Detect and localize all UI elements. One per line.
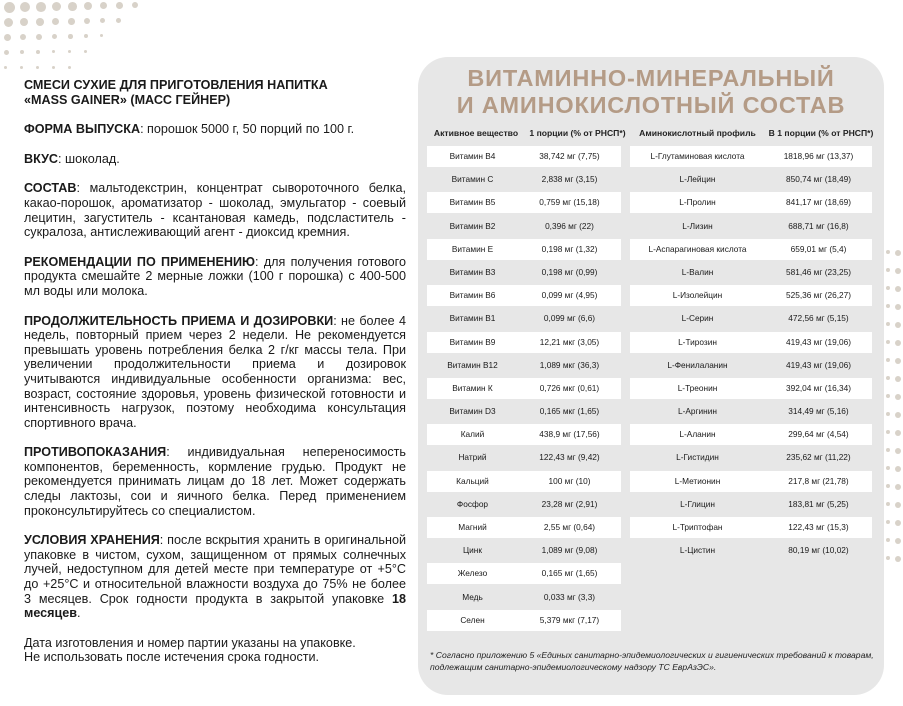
decorative-dot	[886, 502, 890, 506]
decorative-dot	[100, 2, 107, 9]
decorative-dot	[36, 34, 42, 40]
amino-amount: 1818,96 мг (13,37)	[783, 151, 854, 161]
vitamin-name: Витамин В4	[449, 151, 496, 161]
amino-amount: 581,46 мг (23,25)	[785, 266, 851, 277]
decorative-dot	[886, 412, 890, 416]
decorative-dot	[68, 50, 71, 53]
table-row	[427, 587, 872, 610]
vitamin-name: Витамин Е	[451, 243, 494, 254]
decorative-dot	[4, 18, 13, 27]
amino-name: L-Глицин	[680, 498, 715, 509]
table-row	[427, 262, 872, 285]
product-description	[24, 78, 406, 665]
decorative-dot	[895, 502, 901, 508]
decorative-dot	[886, 376, 890, 380]
decorative-dot	[4, 66, 7, 69]
decorative-dot	[895, 376, 901, 382]
amino-amount: 419,43 мг (19,06)	[785, 359, 851, 370]
decorative-dot	[895, 340, 901, 346]
decorative-dot	[895, 448, 901, 454]
vitamin-amount: 0,759 мг (15,18)	[539, 197, 600, 208]
table-row	[427, 447, 872, 470]
decorative-dot	[116, 18, 121, 23]
amino-amount: 392,04 мг (16,34)	[785, 382, 851, 393]
decorative-dot	[4, 34, 11, 41]
vitamin-amount: 0,396 мг (22)	[545, 220, 594, 231]
decorative-dot	[36, 2, 46, 12]
vitamin-name: Селен	[460, 614, 485, 625]
vitamin-amount: 0,033 мг (3,3)	[543, 591, 596, 602]
decorative-dot	[895, 322, 901, 328]
composition-panel	[418, 57, 884, 695]
decorative-dot	[116, 2, 123, 9]
decorative-dot	[895, 430, 901, 436]
decorative-dot	[886, 340, 890, 344]
decorative-dot	[68, 2, 77, 11]
contraindications-section: ПРОТИВОПОКАЗАНИЯ: индивидуальная непереносимость компонентов, беременность, кормление грудью. Продукт не рекомендуется принимать лицам до 18 лет. Может содержать следы лактозы, сои и яичного белка. Перед применением проконсультируйтесь со специалистом.	[24, 445, 406, 518]
amino-amount: 122,43 мг (15,3)	[788, 522, 849, 532]
vitamin-amount: 38,742 мг (7,75)	[539, 151, 600, 161]
vitamin-amount: 0,726 мкг (0,61)	[539, 382, 600, 393]
amino-name: L-Аланин	[679, 429, 716, 440]
amino-name: L-Пролин	[679, 197, 716, 208]
decorative-dot	[895, 250, 901, 256]
decorative-dot	[68, 34, 73, 39]
recommendations-section: РЕКОМЕНДАЦИИ ПО ПРИМЕНЕНИЮ: для получения готового продукта смешайте 2 мерные ложки (100 г порошка) с 400-500 мл воды или молока.	[24, 254, 406, 298]
table-row	[427, 239, 872, 262]
amino-name: L-Треонин	[677, 382, 718, 393]
table-row	[427, 169, 872, 192]
amino-amount: 235,62 мг (11,22)	[786, 452, 851, 463]
decorative-dot	[895, 268, 901, 274]
amino-name: L-Метионин	[674, 475, 721, 486]
decorative-dot	[886, 394, 890, 398]
decorative-dot	[895, 538, 901, 544]
decorative-dot	[68, 18, 75, 25]
header-portion: 1 порции (% от РНСП*)	[529, 128, 626, 138]
decorative-dot	[52, 2, 61, 11]
vitamin-name: Витамин В5	[449, 197, 496, 208]
footnote: * Согласно приложению 5 «Единых санитарно-эпидемиологических и гигиенических требований к товарам, подлежащим санитарно-эпидемиологическому надзору ТС ЕврАзЭС».	[430, 650, 874, 672]
amino-amount: 850,74 мг (18,49)	[785, 174, 851, 185]
vitamin-amount: 1,089 мг (9,08)	[541, 545, 598, 556]
vitamin-name: Натрий	[458, 452, 487, 463]
amino-amount: 217,8 мг (21,78)	[788, 475, 849, 486]
decorative-dot	[4, 2, 15, 13]
vitamin-name: Витамин D3	[449, 406, 496, 417]
decorative-dot	[84, 2, 92, 10]
vitamin-amount: 0,099 мг (6,6)	[543, 313, 596, 324]
decorative-dot	[886, 520, 890, 524]
decorative-dot	[886, 358, 890, 362]
decorative-dot	[36, 66, 39, 69]
vitamin-amount: 2,55 мг (0,64)	[543, 522, 596, 532]
amino-amount: 688,71 мг (16,8)	[788, 220, 849, 231]
decorative-dot	[886, 448, 890, 452]
vitamin-name: Витамин В2	[449, 220, 496, 231]
table-row	[427, 146, 872, 169]
amino-name: L-Глутаминовая кислота	[650, 151, 745, 161]
product-title: СМЕСИ СУХИЕ ДЛЯ ПРИГОТОВЛЕНИЯ НАПИТКА «MASS GAINER» (МАСС ГЕЙНЕР)	[24, 78, 328, 107]
vitamin-name: Кальций	[456, 475, 489, 486]
vitamin-name: Калий	[460, 429, 485, 440]
decorative-dot	[895, 304, 901, 310]
vitamin-amount: 5,379 мкг (7,17)	[539, 614, 600, 625]
decorative-dot	[84, 34, 88, 38]
vitamin-amount: 0,099 мг (4,95)	[541, 290, 598, 301]
table-row	[427, 517, 872, 540]
vitamin-amount: 0,198 мг (1,32)	[541, 243, 598, 254]
decorative-dot	[886, 304, 890, 308]
amino-amount: 80,19 мг (10,02)	[788, 545, 849, 556]
amino-name: L-Тирозин	[678, 336, 717, 347]
decorative-dot	[895, 556, 901, 562]
taste-section: ВКУС: шоколад.	[24, 151, 120, 166]
decorative-dot	[886, 322, 890, 326]
table-row	[427, 424, 872, 447]
decorative-dot	[52, 18, 59, 25]
decorative-dot	[20, 66, 23, 69]
decorative-dot	[100, 34, 103, 37]
vitamin-amount: 1,089 мкг (36,3)	[539, 359, 600, 370]
amino-name: L-Аргинин	[678, 406, 717, 417]
amino-name: L-Гистидин	[676, 452, 719, 463]
decorative-dot	[886, 556, 890, 560]
vitamin-name: Цинк	[463, 545, 482, 556]
header-active-substance: Активное вещество	[433, 128, 519, 138]
amino-amount: 299,64 мг (4,54)	[788, 429, 849, 440]
decorative-dot	[68, 66, 71, 69]
table-row	[427, 332, 872, 355]
vitamin-name: Витамин В3	[449, 266, 496, 277]
table-row	[427, 355, 872, 378]
amino-amount: 841,17 мг (18,69)	[785, 197, 851, 208]
vitamin-name: Витамин В6	[449, 290, 496, 301]
decorative-dot	[886, 286, 890, 290]
vitamin-name: Витамин К	[452, 382, 493, 393]
amino-name: L-Фенилаланин	[667, 359, 728, 370]
vitamin-name: Магний	[458, 522, 487, 532]
vitamin-amount: 12,21 мкг (3,05)	[539, 336, 600, 347]
table-row	[427, 471, 872, 494]
vitamin-amount: 100 мг (10)	[548, 475, 591, 486]
decorative-dot	[895, 466, 901, 472]
amino-amount: 659,01 мг (5,4)	[790, 243, 847, 254]
amino-name: L-Аспарагиновая кислота	[648, 243, 747, 254]
amino-name: L-Триптофан	[672, 522, 723, 532]
decorative-dot	[886, 484, 890, 488]
vitamin-amount: 438,9 мг (17,56)	[539, 429, 600, 440]
decorative-dot	[84, 50, 87, 53]
decorative-dot	[895, 412, 901, 418]
vitamin-amount: 0,165 мг (1,65)	[541, 568, 598, 579]
form-section: ФОРМА ВЫПУСКА: порошок 5000 г, 50 порций по 100 г.	[24, 122, 355, 137]
vitamin-name: Витамин В9	[449, 336, 496, 347]
amino-name: L-Изолейцин	[672, 290, 723, 301]
decorative-dot	[36, 50, 40, 54]
decorative-dot	[895, 286, 901, 292]
table-row	[427, 378, 872, 401]
composition-section: СОСТАВ: мальтодекстрин, концентрат сывороточного белка, какао-порошок, ароматизатор - шоколад, эмульгатор - соевый лецитин, загуститель - ксантановая камедь, подсластитель - сукралоза, антислеживающий агент - диоксид кремния.	[24, 181, 406, 240]
composition-table	[427, 146, 872, 633]
decorative-dot	[20, 34, 26, 40]
vitamin-amount: 2,838 мг (3,15)	[541, 174, 598, 185]
decorative-dot	[52, 66, 55, 69]
decorative-dot	[4, 50, 9, 55]
amino-name: L-Лейцин	[679, 174, 716, 185]
decorative-dot	[20, 18, 28, 26]
decorative-dot	[895, 394, 901, 400]
amino-amount: 314,49 мг (5,16)	[788, 406, 849, 417]
vitamin-amount: 0,198 мг (0,99)	[541, 266, 598, 277]
vitamin-amount: 0,165 мкг (1,65)	[539, 406, 600, 417]
decorative-dot	[895, 484, 901, 490]
amino-name: L-Серин	[681, 313, 714, 324]
decorative-dot	[886, 268, 890, 272]
decorative-dot	[886, 466, 890, 470]
amino-name: L-Цистин	[679, 545, 716, 556]
vitamin-name: Медь	[462, 591, 483, 602]
decorative-dot	[20, 50, 24, 54]
decorative-dot	[895, 358, 901, 364]
amino-amount: 419,43 мг (19,06)	[785, 336, 851, 347]
vitamin-name: Витамин В1	[449, 313, 496, 324]
amino-name: L-Валин	[681, 266, 714, 277]
decorative-dot	[100, 18, 105, 23]
decorative-dot	[36, 18, 44, 26]
decorative-dot	[132, 2, 138, 8]
table-row	[427, 610, 872, 633]
decorative-dot	[895, 520, 901, 526]
vitamin-name: Фосфор	[456, 498, 489, 509]
table-row	[427, 308, 872, 331]
table-row	[427, 494, 872, 517]
table-row	[427, 192, 872, 215]
vitamin-amount: 23,28 мг (2,91)	[541, 498, 598, 509]
vitamin-name: Витамин С	[451, 174, 494, 185]
decorative-dot	[52, 34, 57, 39]
decorative-dot	[20, 2, 30, 12]
decorative-dot	[52, 50, 55, 53]
table-row	[427, 563, 872, 586]
table-row	[427, 216, 872, 239]
duration-section: ПРОДОЛЖИТЕЛЬНОСТЬ ПРИЕМА И ДОЗИРОВКИ: не более 4 недель, повторный прием через 2 недели. Не рекомендуется превышать уровень потребления белка 2 г/кг массы тела. При увеличении продолжительности приема и дозировок учитываются индивидуальные особенности организма: вес, возраст, состояние здоровья, уровень физической готовности и интенсивность нагрузок, поэтому необходима консультация спортивного врача.	[24, 313, 406, 430]
storage-section: УСЛОВИЯ ХРАНЕНИЯ: после вскрытия хранить в оригинальной упаковке в чистом, сухом, защищенном от прямых солнечных лучей, недоступном для детей месте при температуре от +5°С до +25°С и относительной влажности воздуха до 75% не более 3 месяцев. Срок годности продукта в закрытой упаковке 18 месяцев.	[24, 533, 406, 621]
table-row	[427, 540, 872, 563]
decorative-dot	[886, 538, 890, 542]
header-amino-profile: Аминокислотный профиль	[639, 128, 756, 138]
amino-amount: 183,81 мг (5,25)	[788, 498, 849, 509]
amino-name: L-Лизин	[682, 220, 713, 231]
decorative-dot	[886, 250, 890, 254]
footer-note: Дата изготовления и номер партии указаны на упаковке. Не использовать после истечения срока годности.	[24, 635, 356, 665]
decorative-dot	[886, 430, 890, 434]
amino-amount: 472,56 мг (5,15)	[788, 313, 849, 324]
vitamin-amount: 122,43 мг (9,42)	[539, 452, 600, 463]
vitamin-name: Витамин В12	[447, 359, 498, 370]
header-amino-portion: В 1 порции (% от РНСП*)	[768, 128, 874, 138]
table-row	[427, 401, 872, 424]
table-row	[427, 285, 872, 308]
amino-amount: 525,36 мг (26,27)	[785, 290, 851, 301]
decorative-dot	[84, 18, 90, 24]
vitamin-name: Железо	[457, 568, 488, 579]
panel-title: ВИТАМИННО-МИНЕРАЛЬНЫЙ И АМИНОКИСЛОТНЫЙ СОСТАВ	[456, 65, 846, 118]
